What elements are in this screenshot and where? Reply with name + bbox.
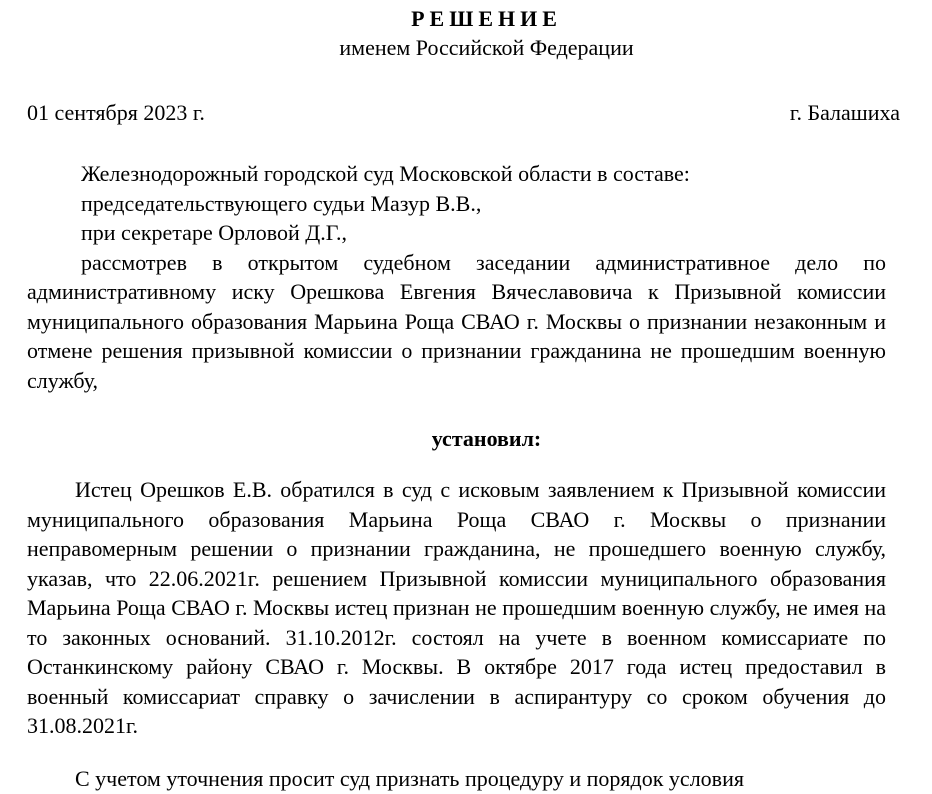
- body-paragraph: Истец Орешков Е.В. обратился в суд с исковым заявлением к Призывной комиссии муниципального образования Марьина Роща СВАО г. Москвы о признании неправомерным решении о признании гражданина, не прошедшего военную службу, указав, что 22.06.2021г. решением Призывной комиссии муниципального образования Марьина Роща СВАО г. Москвы истец признан не прошедшим военную службу, не имея на то законных оснований. 31.10.2012г. состоял на учете в военном комиссариате по Останкинскому району СВАО г. Москвы. В октябре 2017 года истец предоставил в военный комиссариат справку о зачислении в аспирантуру со сроком обучения до 31.08.2021г.: [27, 477, 886, 738]
- court-composition: [27, 159, 886, 395]
- decision-city: г. Балашиха: [789, 100, 900, 125]
- presiding-judge: председательствующего судьи Мазур В.В.,: [81, 190, 482, 216]
- section-heading-established: установил:: [431, 426, 542, 451]
- date-place-row: [27, 98, 900, 128]
- document-page: [27, 4, 900, 791]
- court-secretary: при секретаре Орловой Д.Г.,: [81, 220, 348, 245]
- court-name: Железнодорожный городской суд Московской области в составе:: [81, 161, 690, 186]
- body-paragraph-partial: С учетом уточнения просит суд признать процедуру и порядок условия: [75, 766, 744, 791]
- body-text: [27, 475, 886, 741]
- document-title: РЕШЕНИЕ: [411, 6, 562, 31]
- case-description: рассмотрев в открытом судебном заседании административное дело по административному иску Орешкова Евгения Вячеславовича к Призывной комиссии муниципального образования Марьина Роща СВАО г. Москвы о признании незаконным и отмене решения призывной комиссии о признании гражданина не прошедшим военную службу,: [27, 249, 886, 393]
- decision-date: 01 сентября 2023 г.: [27, 100, 205, 125]
- document-subtitle: именем Российской Федерации: [339, 35, 634, 60]
